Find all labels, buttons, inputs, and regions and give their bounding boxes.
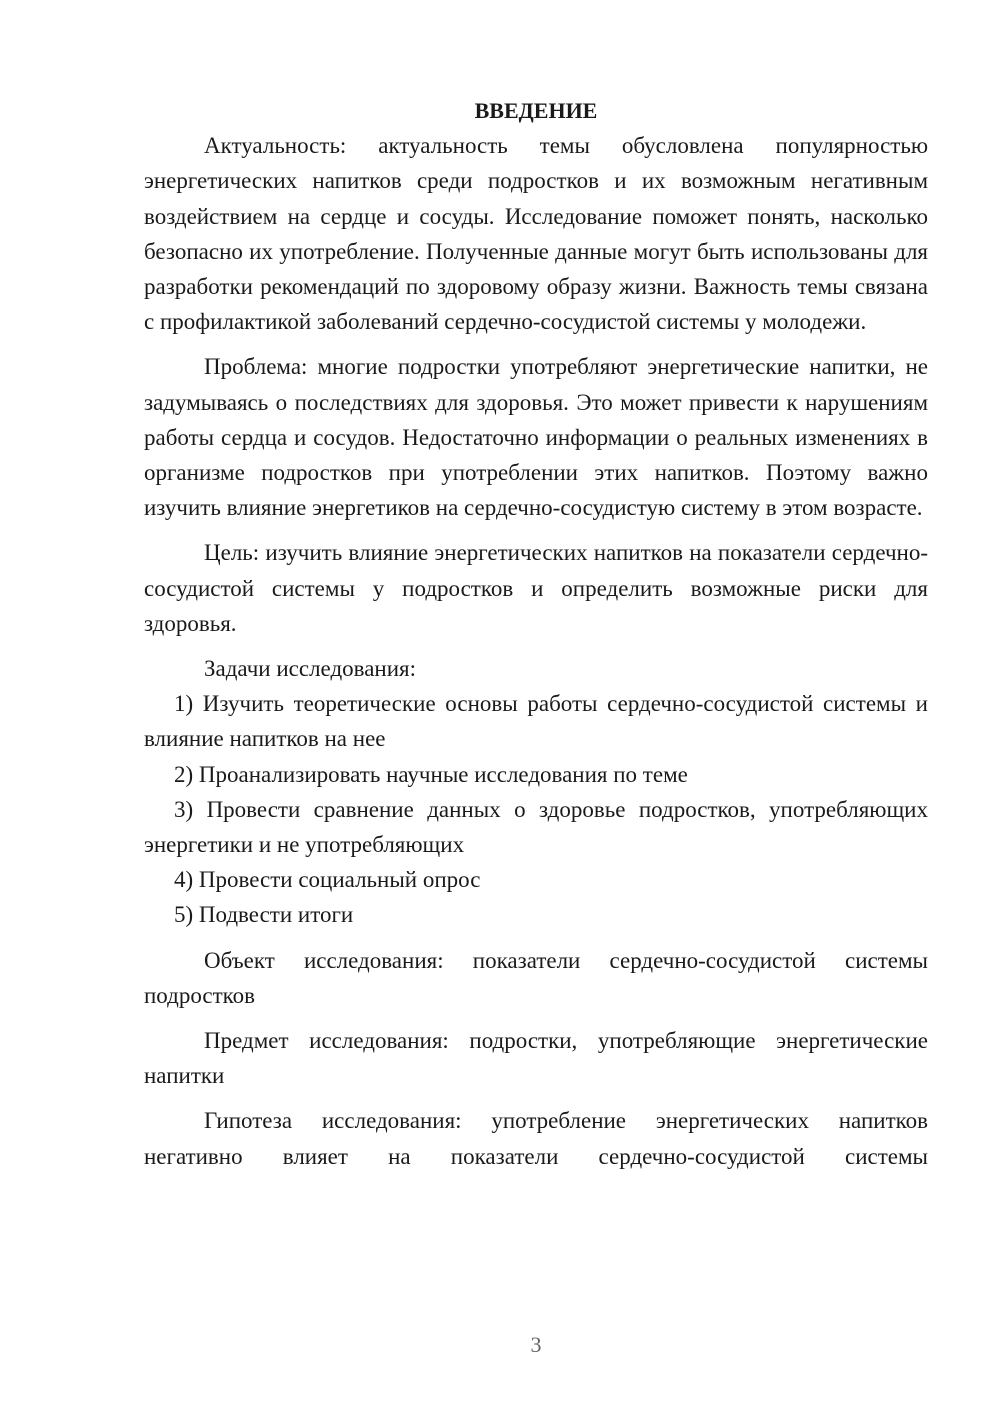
tasks-title: Задачи исследования:	[204, 656, 417, 682]
subject-paragraph: Предмет исследования: подростки, употребляющие энергетические напитки	[144, 1028, 928, 1089]
page-title: ВВЕДЕНИЕ	[474, 98, 598, 123]
task-item-4: 4) Провести социальный опрос	[174, 867, 481, 893]
object-paragraph: Объект исследования: показатели сердечно-сосудистой системы подростков	[144, 947, 928, 1008]
task-item-1: 1) Изучить теоретические основы работы сердечно-сосудистой системы и влияние напитков на нее	[144, 691, 928, 752]
hypothesis-paragraph: Гипотеза исследования: употребление энергетических напитков негативно влияет на показатели сердечно-сосудистой системы	[144, 1108, 928, 1169]
task-item-2: 2) Проанализировать научные исследования по теме	[174, 761, 688, 787]
problem-paragraph: Проблема: многие подростки употребляют энергетические напитки, не задумываясь о последствиях для здоровья. Это может привести к нарушениям работы сердца и сосудов. Недостаточно информации о реальных изменениях в организме подростков при употреблении этих напитков. Поэтому важно изучить влияние энергетиков на сердечно-сосудистую систему в этом возрасте.	[144, 354, 928, 521]
goal-paragraph: Цель: изучить влияние энергетических напитков на показатели сердечно-сосудистой системы у подростков и определить возможные риски для здоровья.	[144, 540, 928, 636]
task-item-3: 3) Провести сравнение данных о здоровье подростков, употребляющих энергетики и не употребляющих	[144, 796, 928, 858]
task-item-5: 5) Подвести итоги	[174, 902, 354, 928]
page-content	[144, 93, 928, 1174]
relevance-paragraph: Актуальность: актуальность темы обусловлена популярностью энергетических напитков среди подростков и их возможным негативным воздействием на сердце и сосуды. Исследование поможет понять, насколько безопасно их употребление. Полученные данные могут быть использованы для разработки рекомендаций по здоровому образу жизни. Важность темы связана с профилактикой заболеваний сердечно-сосудистой системы у молодежи.	[144, 133, 928, 335]
page-number: 3	[530, 1332, 542, 1357]
